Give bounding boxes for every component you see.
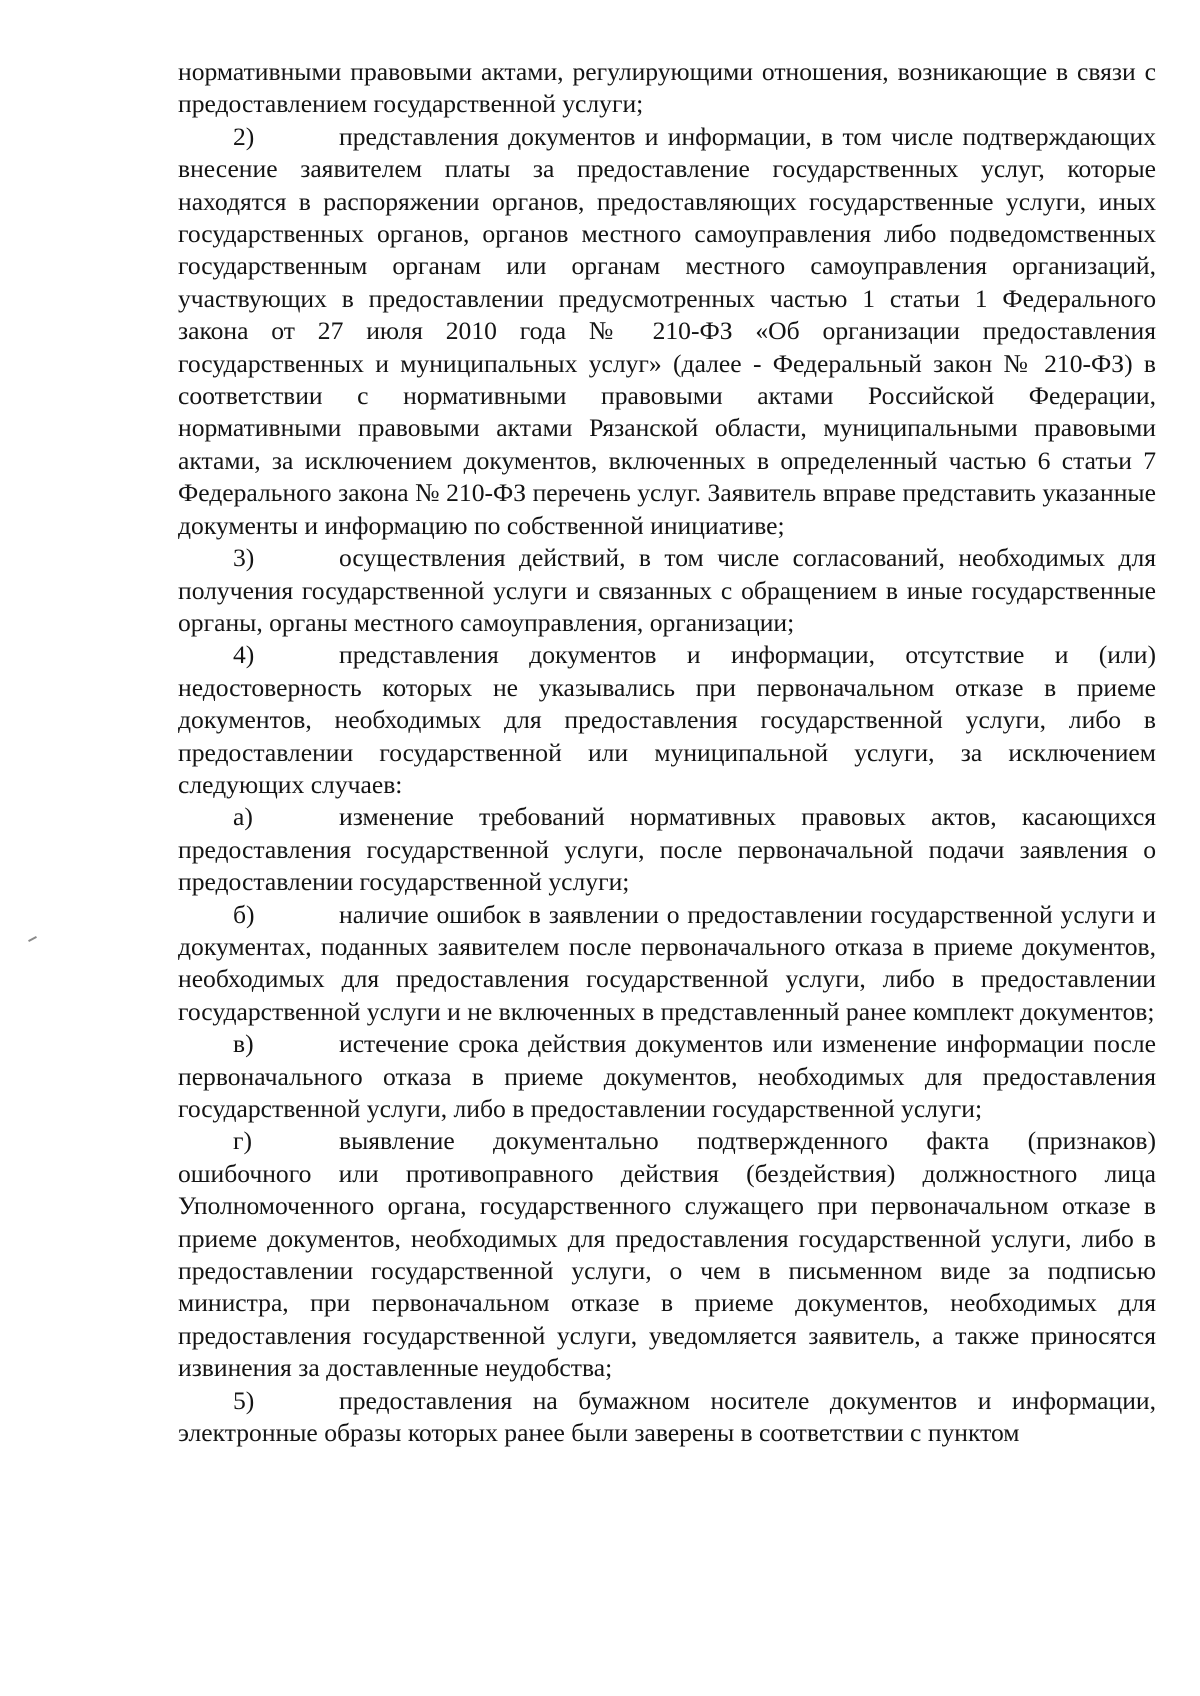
list-marker: 4) [233, 640, 255, 670]
list-item-3 [178, 542, 1156, 639]
list-item-text: предоставления на бумажном носителе документов и информации, электронные образы которых ранее были заверены в соответствии с пунктом [178, 1385, 1156, 1448]
list-item-text: истечение срока действия документов или изменение информации после первоначального отказа в приеме документов, необходимых для предоставления государственной услуги, либо в предоставлении государственной услуги; [178, 1029, 1156, 1123]
list-marker: б) [233, 899, 255, 929]
list-subitem-a [178, 801, 1156, 898]
list-marker: 5) [233, 1385, 255, 1415]
list-marker: а) [233, 802, 253, 832]
intro-paragraph: нормативными правовыми актами, регулирующими отношения, возникающие в связи с предоставлением государственной услуги; [178, 57, 1156, 119]
document-body [178, 56, 1156, 1449]
list-item-4 [178, 639, 1156, 801]
list-subitem-v [178, 1028, 1156, 1125]
list-item-5 [178, 1385, 1156, 1450]
list-item-text: выявление документально подтвержденного факта (признаков) ошибочного или противоправного действия (бездействия) должностного лица Уполномоченного органа, государственного служащего при первоначальном отказе в приеме документов, необходимых для предоставления государственной услуги, либо в предоставлении государственной услуги, о чем в письменном виде за подписью министра, при первоначальном отказе в приеме документов, необходимых для предоставления государственной услуги, уведомляется заявитель, а также приносятся извинения за доставленные неудобства; [178, 1126, 1156, 1383]
list-marker: г) [233, 1126, 253, 1156]
list-item-text: наличие ошибок в заявлении о предоставлении государственной услуги и документах, поданных заявителем после первоначального отказа в приеме документов, необходимых для предоставления государственной услуги, либо в предоставлении государственной услуги и не включенных в представленный ранее комплект документов; [178, 899, 1156, 1026]
list-subitem-g [178, 1125, 1156, 1384]
list-item-2 [178, 121, 1156, 542]
list-subitem-b [178, 899, 1156, 1029]
list-item-text: осуществления действий, в том числе согласований, необходимых для получения государственной услуги и связанных с обращением в иные государственные органы, органы местного самоуправления, организации; [178, 543, 1156, 637]
list-item-text: представления документов и информации, в том числе подтверждающих внесение заявителем платы за предоставление государственных услуг, которые находятся в распоряжении органов, предоставляющих государственные услуги, иных государственных органов, органов местного самоуправления либо подведомственных государственным органам или органам местного самоуправления организаций, участвующих в предоставлении предусмотренных частью 1 статьи 1 Федерального закона от 27 июля 2010 года № 210-ФЗ «Об организации предоставления государственных и муниципальных услуг» (далее - Федеральный закон № 210-ФЗ) в соответствии с нормативными правовыми актами Российской Федерации, нормативными правовыми актами Рязанской области, муниципальными правовыми актами, за исключением документов, включенных в определенный частью 6 статьи 7 Федерального закона № 210-ФЗ перечень услуг. Заявитель вправе представить указанные документы и информацию по собственной инициативе; [178, 121, 1156, 540]
list-marker: 3) [233, 543, 255, 573]
list-marker: в) [233, 1029, 254, 1059]
scan-artifact-mark [28, 936, 37, 942]
list-item-text: представления документов и информации, отсутствие и (или) недостоверность которых не указывались при первоначальном отказе в приеме документов, необходимых для предоставления государственной услуги, либо в предоставлении государственной или муниципальной услуги, за исключением следующих случаев: [178, 640, 1156, 799]
list-marker: 2) [233, 121, 255, 151]
list-item-text: изменение требований нормативных правовых актов, касающихся предоставления государственной услуги, после первоначальной подачи заявления о предоставлении государственной услуги; [178, 802, 1156, 897]
